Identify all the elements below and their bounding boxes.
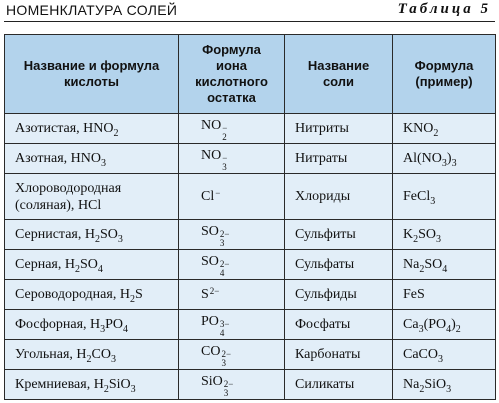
acid-cell	[5, 310, 179, 340]
salt-formula: FeCl$_3$	[403, 188, 436, 207]
salt-name-cell: Нитраты	[285, 144, 393, 174]
example-cell	[393, 370, 496, 400]
table-row	[5, 280, 496, 310]
ion-formula: PO 3− 4	[201, 313, 230, 338]
ion-cell	[179, 370, 285, 400]
acid-cell	[5, 114, 179, 144]
acid-name: Фосфорная,	[15, 316, 91, 332]
example-cell	[393, 144, 496, 174]
table-row	[5, 114, 496, 144]
acid-formula: $HNO_3$	[70, 150, 106, 169]
salt-name-cell: Сульфиды	[285, 280, 393, 310]
example-cell	[393, 220, 496, 250]
col-header-salt-name: Название соли	[285, 35, 393, 114]
salt-formula: CaCO$_3$	[403, 346, 443, 365]
example-cell	[393, 250, 496, 280]
salt-name-cell: Хлориды	[285, 174, 393, 220]
header-title: НОМЕНКЛАТУРА СОЛЕЙ	[6, 2, 178, 18]
ion-formula: CO 2− 3	[201, 343, 232, 368]
salt-formula: FeS	[403, 286, 425, 302]
ion-cell	[179, 114, 285, 144]
acid-formula: $H_3PO_4$	[90, 316, 129, 335]
acid-cell	[5, 340, 179, 370]
table-row	[5, 220, 496, 250]
table-row	[5, 340, 496, 370]
acid-cell	[5, 144, 179, 174]
acid-cell	[5, 174, 179, 220]
salt-formula: $Ca_3(PO_4)_2$	[403, 316, 461, 335]
acid-cell	[5, 220, 179, 250]
table-header-row	[5, 35, 496, 114]
salt-name-cell: Силикаты	[285, 370, 393, 400]
salt-formula: $K_2SO_3$	[403, 226, 442, 245]
salt-name-cell: Карбонаты	[285, 340, 393, 370]
ion-formula: NO − 2	[201, 117, 228, 142]
acid-cell	[5, 370, 179, 400]
acid-cell	[5, 250, 179, 280]
acid-name: Серная,	[15, 256, 65, 272]
ion-formula: SO 2− 3	[201, 223, 230, 248]
table-body	[5, 114, 496, 400]
ion-formula: SO 2− 4	[201, 253, 230, 278]
acid-formula: $H_2SO_3$	[84, 226, 123, 245]
table-label: Таблица 5	[397, 1, 491, 17]
salt-name-cell: Нитриты	[285, 114, 393, 144]
ion-formula: S 2−	[201, 285, 220, 302]
acid-name: Кремниевая,	[15, 376, 94, 392]
table-row	[5, 144, 496, 174]
ion-cell	[179, 144, 285, 174]
ion-cell	[179, 250, 285, 280]
example-cell	[393, 310, 496, 340]
acid-name: Хлороводородная (соляная),	[15, 180, 122, 213]
table-row	[5, 250, 496, 280]
salt-formula: $Na_2SO_4$	[403, 256, 448, 275]
ion-cell	[179, 280, 285, 310]
acid-name: Азотная,	[15, 150, 71, 166]
table-row	[5, 370, 496, 400]
header-rule	[4, 21, 495, 22]
example-cell	[393, 114, 496, 144]
ion-cell	[179, 174, 285, 220]
acid-formula: $HNO_2$	[83, 120, 119, 139]
example-cell	[393, 280, 496, 310]
acid-name: Азотистая,	[15, 120, 84, 136]
example-cell	[393, 340, 496, 370]
salt-formula: $Na_2SiO_3$	[403, 376, 452, 395]
acid-cell	[5, 280, 179, 310]
acid-formula: $H_2S$	[119, 286, 143, 305]
col-header-example: Формула (пример)	[393, 35, 496, 114]
acid-name: Сероводородная,	[15, 286, 120, 302]
ion-formula: SiO 2− 3	[201, 373, 234, 398]
salt-name-cell: Сульфаты	[285, 250, 393, 280]
acid-name: Угольная,	[15, 346, 77, 362]
acid-name: Сернистая,	[15, 226, 85, 242]
ion-formula: NO − 3	[201, 147, 228, 172]
ion-cell	[179, 310, 285, 340]
ion-cell	[179, 220, 285, 250]
acid-formula: HCl	[77, 197, 102, 213]
table-row	[5, 174, 496, 220]
acid-formula: $H_2SO_4$	[64, 256, 103, 275]
ion-formula: Cl −	[201, 187, 221, 204]
salt-formula: $KNO_2$	[403, 120, 439, 139]
ion-cell	[179, 340, 285, 370]
col-header-ion: Формула иона кислотного остатка	[179, 35, 285, 114]
col-header-acid: Название и формула кислоты	[5, 35, 179, 114]
table-row	[5, 310, 496, 340]
salt-formula: $Al(NO_3)_3$	[403, 150, 457, 169]
acid-formula: $H_2CO_3$	[76, 346, 116, 365]
salt-name-cell: Фосфаты	[285, 310, 393, 340]
salt-nomenclature-table	[4, 34, 496, 400]
salt-name-cell: Сульфиты	[285, 220, 393, 250]
example-cell	[393, 174, 496, 220]
acid-formula: $H_2SiO_3$	[93, 376, 136, 395]
